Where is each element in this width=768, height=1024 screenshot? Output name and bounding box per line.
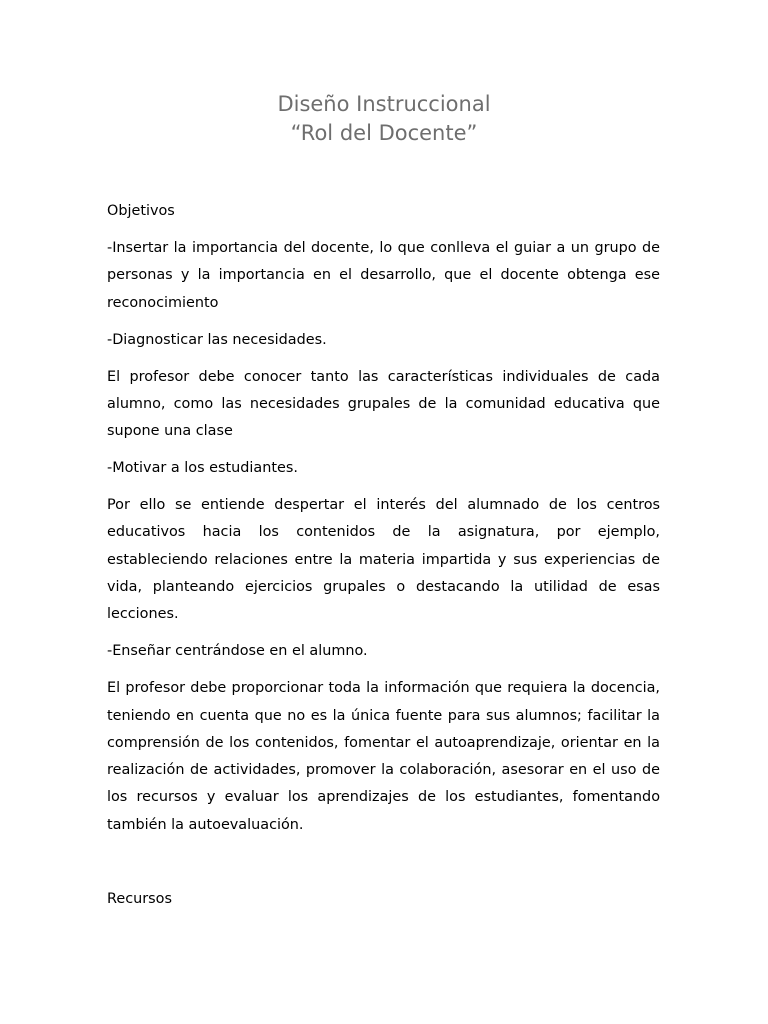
paragraph-profesor-conocer: El profesor debe conocer tanto las características individuales de cada alumno, como las necesidades grupales de la comunidad educativa que supone una clase: [107, 368, 660, 440]
blank-spacer: [107, 849, 660, 886]
paragraph-ensenar: -Enseñar centrándose en el alumno.: [107, 643, 368, 660]
paragraph-motivar: -Motivar a los estudiantes.: [107, 460, 298, 477]
section-heading-objetivos: Objetivos: [107, 203, 175, 219]
section-heading-recursos: Recursos: [107, 890, 172, 907]
document-body: [107, 198, 660, 923]
paragraph-diagnosticar: -Diagnosticar las necesidades.: [107, 331, 327, 348]
document-title: [0, 90, 768, 148]
title-line-2: “Rol del Docente”: [290, 121, 478, 145]
paragraph-insertar-importancia: -Insertar la importancia del docente, lo que conlleva el guiar a un grupo de personas y la importancia en el desarrollo, que el docente obtenga ese reconocimiento: [107, 239, 660, 311]
paragraph-despertar-interes: Por ello se entiende despertar el interés del alumnado de los centros educativos hacia los contenidos de la asignatura, por ejemplo, estableciendo relaciones entre la materia impartida y sus experiencias de vida, planteando ejercicios grupales o destacando la utilidad de esas lecciones.: [107, 497, 660, 623]
title-line-1: Diseño Instruccional: [277, 92, 491, 116]
paragraph-profesor-proporcionar: El profesor debe proporcionar toda la información que requiera la docencia, teniendo en cuenta que no es la única fuente para sus alumnos; facilitar la comprensión de los contenidos, fomentar el autoaprendizaje, orientar en la realización de actividades, promover la colaboración, asesorar en el uso de los recursos y evaluar los aprendizajes de los estudiantes, fomentando también la autoevaluación.: [107, 680, 660, 833]
